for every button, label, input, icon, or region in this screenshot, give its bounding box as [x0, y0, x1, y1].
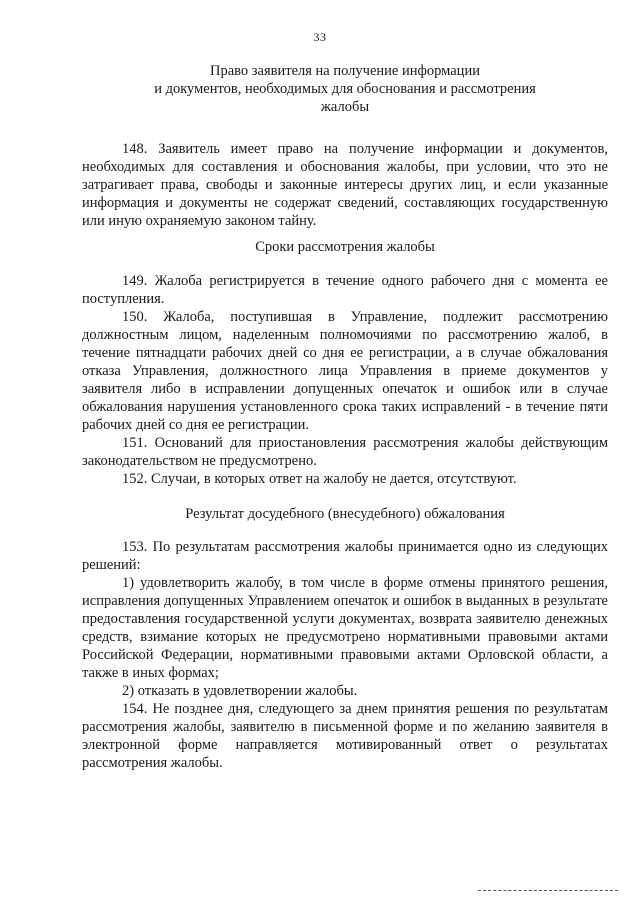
section-title-line: и документов, необходимых для обоснования и рассмотрения [154, 81, 536, 97]
paragraph-149: 149. Жалоба регистрируется в течение одного рабочего дня с момента ее поступления. [82, 273, 608, 307]
paragraph-154: 154. Не позднее дня, следующего за днем принятия решения по результатам рассмотрения жалобы, заявителю в письменной форме и по желанию заявителя в электронной форме направляется мотивированный ответ о результатах рассмотрения жалобы. [82, 701, 608, 771]
paragraph-150: 150. Жалоба, поступившая в Управление, подлежит рассмотрению должностным лицом, наделенным полномочиями по рассмотрению жалоб, в течение пятнадцати рабочих дней со дня ее регистрации, а в случае обжалования отказа Управления, должностного лица Управления в приеме документов у заявителя либо в исправлении допущенных опечаток и ошибок или в случае обжалования нарушения установленного срока таких исправлений - в течение пяти рабочих дней со дня ее регистрации. [82, 309, 608, 433]
section-title-appeal-result: Результат досудебного (внесудебного) обжалования [185, 506, 505, 522]
section-title-line: Право заявителя на получение информации [210, 63, 480, 79]
paragraph-151: 151. Оснований для приостановления рассмотрения жалобы действующим законодательством не предусмотрено. [82, 435, 608, 469]
page-number: 33 [313, 30, 327, 44]
section-title-right-to-information [80, 62, 610, 116]
paragraph-153-item-1: 1) удовлетворить жалобу, в том числе в форме отмены принятого решения, исправления допущенных Управлением опечаток и ошибок в выданных в результате предоставления государственной услуги документах, возврата заявителю денежных средств, взимание которых не предусмотрено нормативными правовыми актами Российской Федерации, нормативными правовыми актами Орловской области, а также в иных формах; [82, 575, 608, 681]
paragraph-148: 148. Заявитель имеет право на получение информации и документов, необходимых для составления и обоснования жалобы, при условии, что это не затрагивает права, свободы и законные интересы других лиц, и если указанные информация и документы не содержат сведений, составляющих государственную или иную охраняемую законом тайну. [82, 141, 608, 229]
section-title-review-terms: Сроки рассмотрения жалобы [255, 239, 435, 255]
paragraph-153-item-2: 2) отказать в удовлетворении жалобы. [122, 683, 358, 699]
footer-rule [478, 890, 618, 891]
section-title-line: жалобы [320, 99, 370, 115]
paragraph-152: 152. Случаи, в которых ответ на жалобу не дается, отсутствуют. [122, 471, 517, 487]
paragraph-153: 153. По результатам рассмотрения жалобы принимается одно из следующих решений: [82, 539, 608, 573]
